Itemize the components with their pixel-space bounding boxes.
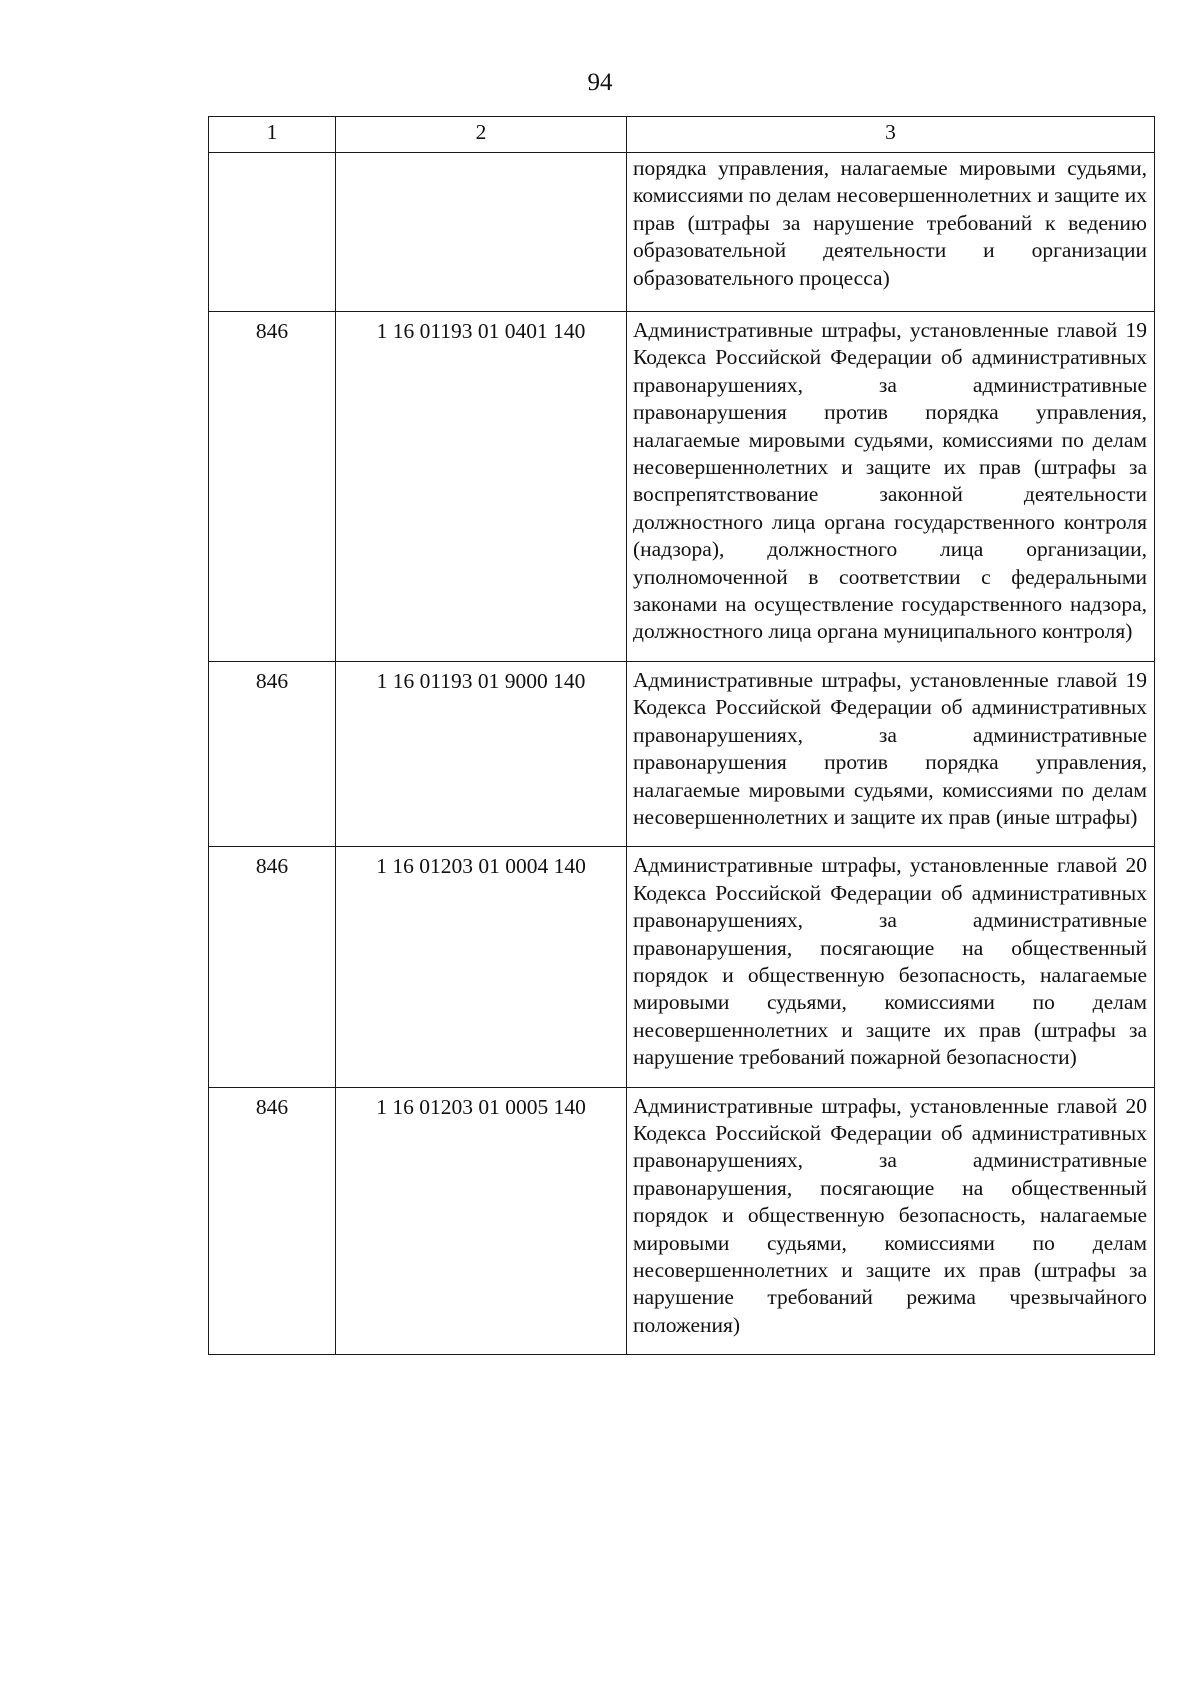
description-cell: Административные штрафы, установленные главой 19 Кодекса Российской Федерации об административных правонарушениях, за административные правонарушения против порядка управления, налагаемые мировыми судьями, комиссиями по делам несовершеннолетних и защите их прав (штрафы за воспрепятствование законной деятельности должностного лица органа государственного контроля (надзора), должностного лица организации, уполномоченной в соответствии с федеральными законами на осуществление государственного надзора, должностного лица органа муниципального контроля) xyxy=(627,312,1155,662)
table-row xyxy=(209,1087,1155,1355)
admin-code-cell xyxy=(209,153,336,312)
column-header-2: 2 xyxy=(336,117,627,153)
admin-code-cell: 846 xyxy=(209,1087,336,1355)
admin-code-cell: 846 xyxy=(209,661,336,846)
column-header-1: 1 xyxy=(209,117,336,153)
revenue-code-cell: 1 16 01193 01 0401 140 xyxy=(336,312,627,662)
column-header-3: 3 xyxy=(627,117,1155,153)
admin-code-cell: 846 xyxy=(209,312,336,662)
revenue-code-cell xyxy=(336,153,627,312)
table-row xyxy=(209,312,1155,662)
description-cell: Административные штрафы, установленные главой 20 Кодекса Российской Федерации об административных правонарушениях, за административные правонарушения, посягающие на общественный порядок и общественную безопасность, налагаемые мировыми судьями, комиссиями по делам несовершеннолетних и защите их прав (штрафы за нарушение требований режима чрезвычайного положения) xyxy=(627,1087,1155,1355)
description-cell: Административные штрафы, установленные главой 19 Кодекса Российской Федерации об административных правонарушениях, за административные правонарушения против порядка управления, налагаемые мировыми судьями, комиссиями по делам несовершеннолетних и защите их прав (иные штрафы) xyxy=(627,661,1155,846)
table-row xyxy=(209,847,1155,1087)
page-number: 94 xyxy=(587,69,613,96)
budget-codes-table xyxy=(208,116,1155,1355)
table-header-row xyxy=(209,117,1155,153)
table-row xyxy=(209,661,1155,846)
revenue-code-cell: 1 16 01193 01 9000 140 xyxy=(336,661,627,846)
table-row xyxy=(209,153,1155,312)
revenue-code-cell: 1 16 01203 01 0005 140 xyxy=(336,1087,627,1355)
revenue-code-cell: 1 16 01203 01 0004 140 xyxy=(336,847,627,1087)
admin-code-cell: 846 xyxy=(209,847,336,1087)
description-cell: Административные штрафы, установленные главой 20 Кодекса Российской Федерации об административных правонарушениях, за административные правонарушения, посягающие на общественный порядок и общественную безопасность, налагаемые мировыми судьями, комиссиями по делам несовершеннолетних и защите их прав (штрафы за нарушение требований пожарной безопасности) xyxy=(627,847,1155,1087)
description-cell: порядка управления, налагаемые мировыми судьями, комиссиями по делам несовершеннолетних и защите их прав (штрафы за нарушение требований к ведению образовательной деятельности и организации образовательного процесса) xyxy=(627,153,1155,312)
